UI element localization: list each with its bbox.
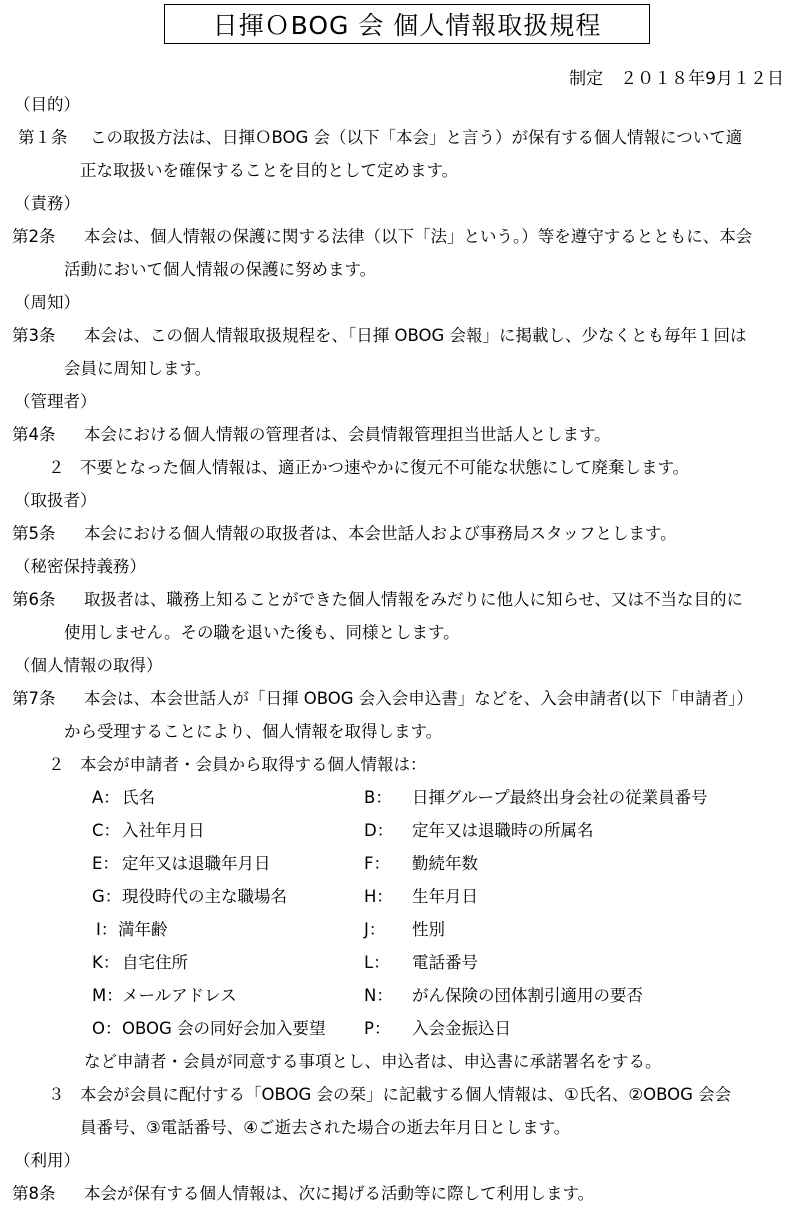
section-heading-confidentiality: （秘密保持義務） [14,557,146,576]
personal-info-items-list [0,781,800,1045]
article-text: 取扱者は、職務上知ることができた個人情報をみだりに他人に知らせ、又は不当な目的に [84,590,744,609]
section-heading-handler: （取扱者） [14,491,97,510]
info-item-value: 定年又は退職時の所属名 [412,821,594,840]
paragraph-number: ２ [48,755,65,774]
article-4 [0,418,800,451]
article-text: 本会が保有する個人情報は、次に掲げる活動等に際して利用します。 [84,1184,595,1203]
article-text: この取扱方法は、日揮ＯBOG 会（以下「本会」と言う）が保有する個人情報について適 [90,128,743,147]
info-item-value: 定年又は退職年月日 [122,854,271,873]
article-text: 本会は、個人情報の保護に関する法律（以下「法」という。）等を遵守するとともに、本会 [84,227,753,246]
paragraph-number: ２ [48,458,65,477]
info-item-key: E： [92,854,119,873]
section-heading-acquisition: （個人情報の取得） [14,656,163,675]
article-number: 第4条 [12,425,56,444]
consent-note: など申請者・会員が同意する事項とし、申込者は、申込書に承諾署名をする。 [84,1052,662,1071]
info-item-value: 生年月日 [412,887,478,906]
article-3 [0,319,800,385]
article-7-paragraph-2 [0,748,800,781]
article-6 [0,583,800,649]
article-number: 第5条 [12,524,56,543]
article-text-continued: 使用しません。その職を退いた後も、同様とします。 [64,623,460,642]
document-body [0,88,800,1210]
info-item-key: K： [92,953,120,972]
paragraph-text-continued: 員番号、③電話番号、④ご逝去された場合の逝去年月日とします。 [80,1118,571,1137]
info-item-value: 勤続年数 [412,854,478,873]
info-item-value: 満年齢 [118,920,168,939]
info-item-key: I： [96,920,118,939]
paragraph-text: 本会が申請者・会員から取得する個人情報は： [80,755,427,774]
article-number: 第6条 [12,590,56,609]
article-text: 本会における個人情報の取扱者は、本会世話人および事務局スタッフとします。 [84,524,677,543]
info-item-key: C： [92,821,121,840]
info-item-key: L： [364,953,390,972]
info-item-key: P： [364,1019,391,1038]
article-text: 本会は、本会世話人が「日揮 OBOG 会入会申込書」などを、入会申請者(以下「申請者」） [84,689,753,708]
section-heading-manager: （管理者） [14,392,97,411]
article-number: 第3条 [12,326,56,345]
article-4-paragraph-2 [0,451,800,484]
paragraph-number: ３ [48,1085,65,1104]
info-item-key: H： [364,887,393,906]
article-8 [0,1177,800,1210]
section-heading-notice: （周知） [14,293,80,312]
article-text-continued: 会員に周知します。 [64,359,212,378]
info-item-key: M： [92,986,123,1005]
info-item-key: A： [92,788,120,807]
info-item-value: 電話番号 [412,953,478,972]
article-text-continued: 活動において個人情報の保護に努めます。 [64,260,377,279]
info-item-key: D： [364,821,394,840]
info-item-value: 自宅住所 [122,953,188,972]
article-2 [0,220,800,286]
article-text: 本会は、この個人情報取扱規程を、「日揮 OBOG 会報」に掲載し、少なくとも毎年１回は [84,326,747,345]
article-number: 第7条 [12,689,56,708]
article-text-continued: から受理することにより、個人情報を取得します。 [64,722,443,741]
info-item-key: J： [364,920,386,939]
info-item-value: 氏名 [122,788,155,807]
article-7 [0,682,800,748]
info-item-value: 現役時代の主な職場名 [122,887,287,906]
info-item-key: G： [92,887,122,906]
document-title: 日揮ＯBOG 会 個人情報取扱規程 [164,4,650,44]
section-heading-purpose: （目的） [14,95,80,114]
article-text: 本会における個人情報の管理者は、会員情報管理担当世話人とします。 [84,425,611,444]
info-item-value: メールアドレス [122,986,237,1005]
article-7-paragraph-3 [0,1078,800,1144]
info-item-key: F： [364,854,390,873]
article-number: 第2条 [12,227,56,246]
info-item-key: O： [92,1019,122,1038]
article-number: 第１条 [18,128,68,147]
info-item-value: 入社年月日 [122,821,205,840]
paragraph-text: 本会が会員に配付する「OBOG 会の栞」に記載する個人情報は、①氏名、②OBOG 会会 [80,1085,732,1104]
article-1 [0,121,800,187]
info-item-value: 日揮グループ最終出身会社の従業員番号 [412,788,708,807]
info-item-value: 入会金振込日 [412,1019,511,1038]
section-heading-duty: （責務） [14,194,80,213]
info-item-value: OBOG 会の同好会加入要望 [122,1019,326,1038]
article-number: 第8条 [12,1184,56,1203]
paragraph-text: 不要となった個人情報は、適正かつ速やかに復元不可能な状態にして廃棄します。 [80,458,690,477]
info-item-value: 性別 [412,920,445,939]
info-item-key: N： [364,986,393,1005]
enactment-date: 制定 ２０１８年9月１２日 [569,69,784,89]
info-item-key: B： [364,788,392,807]
article-text-continued: 正な取扱いを確保することを目的として定めます。 [80,161,459,180]
section-heading-use: （利用） [14,1151,80,1170]
info-item-value: がん保険の団体割引適用の要否 [412,986,643,1005]
article-5 [0,517,800,550]
